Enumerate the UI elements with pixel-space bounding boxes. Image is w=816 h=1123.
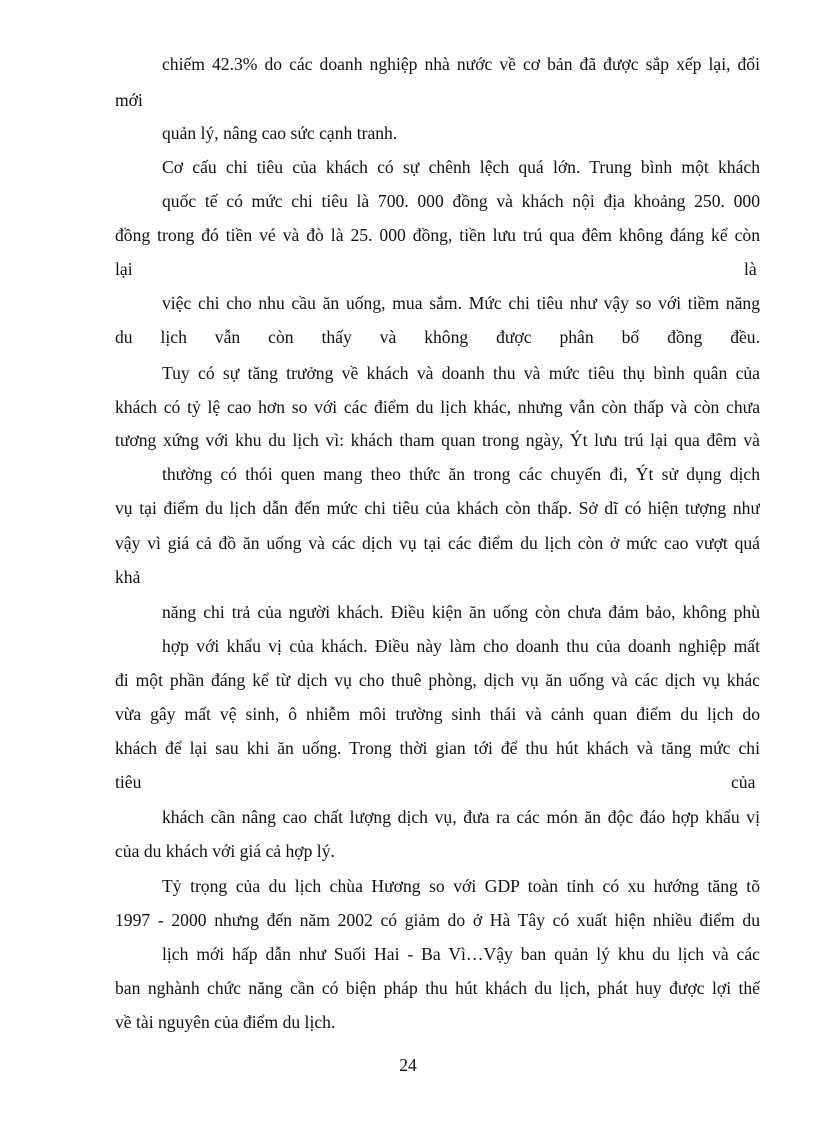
text-line: về tài nguyên của điểm du lịch.: [115, 1012, 336, 1032]
text-line: vừa gây mất vệ sinh, ô nhiễm môi trường sinh thái và cảnh quan điểm du lịch do: [115, 704, 760, 724]
text-line: khách có tỷ lệ cao hơn so với các điểm du lịch khác, nhưng vẫn còn thấp và còn chưa: [115, 397, 760, 417]
text-line: hợp với khẩu vị của khách. Điều này làm cho doanh thu của doanh nghiệp mất: [162, 636, 760, 656]
text-line: việc chi cho nhu cầu ăn uống, mua sắm. Mức chi tiêu như vậy so với tiềm năng: [162, 293, 760, 313]
text-line: mới: [115, 90, 143, 110]
text-line: Tuy có sự tăng trưởng về khách và doanh thu và mức tiêu thụ bình quân của: [162, 363, 760, 383]
text-line: tiêu: [115, 772, 142, 792]
text-line: là: [744, 259, 757, 279]
text-line: quốc tế có mức chi tiêu là 700. 000 đồng và khách nội địa khoảng 250. 000: [162, 191, 760, 211]
text-line: Tỷ trọng của du lịch chùa Hương so với GDP toàn tỉnh có xu hướng tăng tõ: [162, 876, 760, 896]
text-line: lịch mới hấp dẫn như Suối Hai - Ba Vì…Vậy ban quản lý khu du lịch và các: [162, 944, 760, 964]
text-line: ban nghành chức năng cần có biện pháp thu hút khách du lịch, phát huy được lợi thế: [115, 978, 760, 998]
text-line: khả: [115, 567, 141, 587]
text-line: Cơ cấu chi tiêu của khách có sự chênh lệch quá lớn. Trung bình một khách: [162, 157, 760, 177]
text-line: vụ tại điểm du lịch dẫn đến mức chi tiêu của khách còn thấp. Sở dĩ có hiện tượng như: [115, 498, 760, 518]
text-line: lại: [115, 259, 133, 279]
text-line: quản lý, nâng cao sức cạnh tranh.: [162, 123, 398, 143]
page-number: 24: [399, 1055, 417, 1075]
text-line: chiếm 42.3% do các doanh nghiệp nhà nước về cơ bản đã được sắp xếp lại, đổi: [162, 54, 760, 74]
text-line: 1997 - 2000 nhưng đến năm 2002 có giảm do ở Hà Tây có xuất hiện nhiều điểm du: [115, 910, 760, 930]
text-line: đồng trong đó tiền vé và đò là 25. 000 đồng, tiền lưu trú qua đêm không đáng kể còn: [115, 225, 760, 245]
text-line: du lịch vẫn còn thấy và không được phân bố đồng đều.: [115, 327, 760, 347]
text-line: khách cần nâng cao chất lượng dịch vụ, đưa ra các món ăn độc đáo hợp khẩu vị: [162, 807, 760, 827]
text-line: của du khách với giá cả hợp lý.: [115, 841, 335, 861]
text-line: năng chi trả của người khách. Điều kiện ăn uống còn chưa đảm bảo, không phù: [162, 602, 760, 622]
text-line: tương xứng với khu du lịch vì: khách tham quan trong ngày, Ýt lưu trú lại qua đêm và: [115, 430, 760, 450]
text-line: khách để lại sau khi ăn uống. Trong thời gian tới để thu hút khách và tăng mức chi: [115, 738, 760, 758]
text-line: đi một phần đáng kể từ dịch vụ cho thuê phòng, dịch vụ ăn uống và các dịch vụ khác: [115, 670, 760, 690]
text-line: vậy vì giá cả đồ ăn uống và các dịch vụ tại các điểm du lịch còn ở mức cao vượt quá: [115, 533, 760, 553]
text-line: của: [731, 772, 756, 792]
text-line: thường có thói quen mang theo thức ăn trong các chuyến đi, Ýt sử dụng dịch: [162, 464, 760, 484]
